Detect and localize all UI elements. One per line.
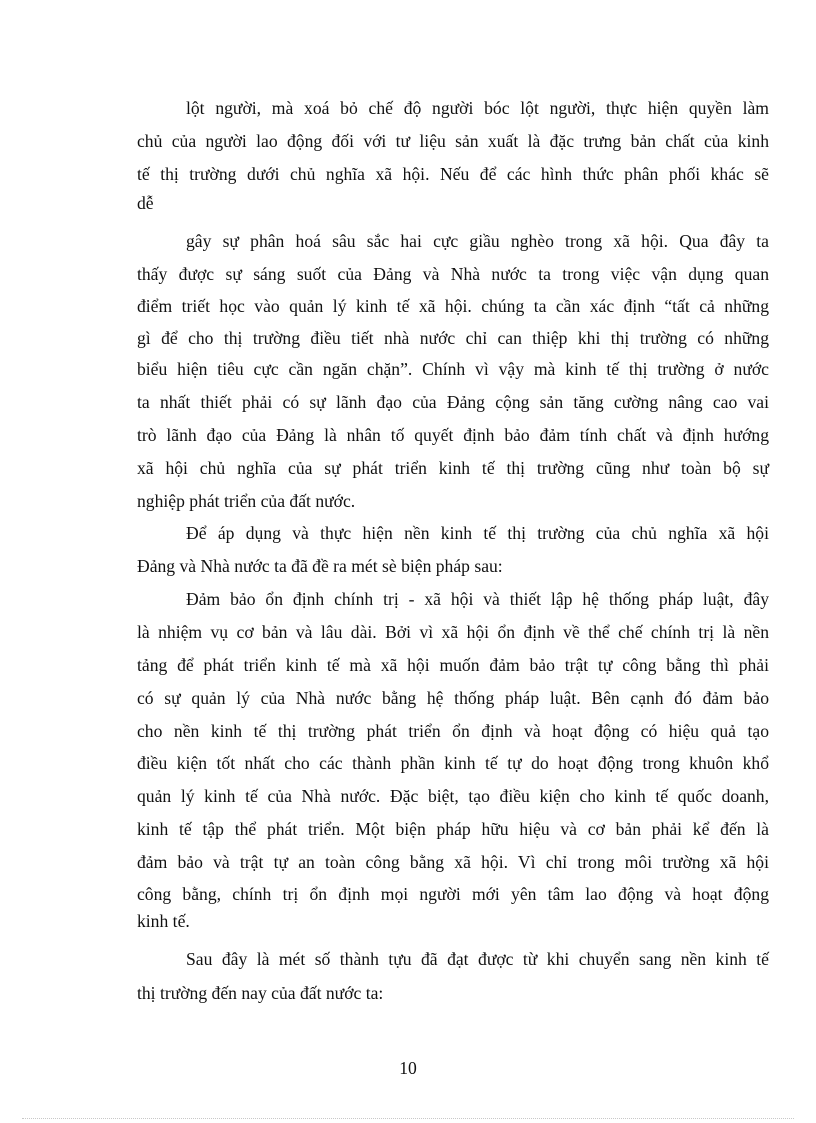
- text-line: công bằng, chính trị ổn định mọi người mới yên tâm lao động và hoạt động: [137, 884, 769, 904]
- text-line: thấy được sự sáng suốt của Đảng và Nhà nước ta trong việc vận dụng quan: [137, 264, 769, 284]
- text-line: là nhiệm vụ cơ bản và lâu dài. Bởi vì xã hội ổn định về thể chế chính trị là nền: [137, 622, 769, 642]
- text-line: cho nền kinh tế thị trường phát triển ổn định và hoạt động có hiệu quả tạo: [137, 721, 769, 741]
- text-line: tảng để phát triển kinh tế mà xã hội muốn đảm bảo trật tự công bằng thì phải: [137, 655, 769, 675]
- text-line: kinh tế tập thể phát triển. Một biện pháp hữu hiệu và cơ bản phải kể đến là: [137, 819, 769, 839]
- text-line: Để áp dụng và thực hiện nền kinh tế thị trường của chủ nghĩa xã hội: [186, 523, 769, 543]
- text-line: biểu hiện tiêu cực cần ngăn chặn”. Chính vì vậy mà kinh tế thị trường ở nước: [137, 359, 769, 379]
- footer-divider: [22, 1118, 794, 1119]
- text-line: gì để cho thị trường điều tiết nhà nước chỉ can thiệp khi thị trường có những: [137, 328, 769, 348]
- text-line: trò lãnh đạo của Đảng là nhân tố quyết định bảo đảm tính chất và định hướng: [137, 425, 769, 445]
- text-line: lột người, mà xoá bỏ chế độ người bóc lột người, thực hiện quyền làm: [186, 98, 769, 118]
- text-line: kinh tế.: [137, 911, 190, 931]
- text-line: nghiệp phát triển của đất nước.: [137, 491, 356, 511]
- text-line: Sau đây là mét số thành tựu đã đạt được từ khi chuyển sang nền kinh tế: [186, 949, 769, 969]
- text-line: chủ của người lao động đối với tư liệu sản xuất là đặc trưng bản chất của kinh: [137, 131, 769, 151]
- text-line: ta nhất thiết phải có sự lãnh đạo của Đảng cộng sản tăng cường nâng cao vai: [137, 392, 769, 412]
- text-line: Đảng và Nhà nước ta đã đề ra mét sè biện pháp sau:: [137, 556, 503, 576]
- page-number: 10: [399, 1058, 417, 1078]
- text-line: có sự quản lý của Nhà nước bằng hệ thống pháp luật. Bên cạnh đó đảm bảo: [137, 688, 769, 708]
- text-line: điều kiện tốt nhất cho các thành phần kinh tế tự do hoạt động trong khuôn khổ: [137, 753, 769, 773]
- text-line: đảm bảo và trật tự an toàn công bằng xã hội. Vì chỉ trong môi trường xã hội: [137, 852, 769, 872]
- text-line: dễ: [137, 193, 154, 213]
- text-line: gây sự phân hoá sâu sắc hai cực giầu nghèo trong xã hội. Qua đây ta: [186, 231, 769, 251]
- text-line: quản lý kinh tế của Nhà nước. Đặc biệt, tạo điều kiện cho kinh tế quốc doanh,: [137, 786, 769, 806]
- text-line: điểm triết học vào quản lý kinh tế xã hội. chúng ta cần xác định “tất cả những: [137, 296, 769, 316]
- text-line: xã hội chủ nghĩa của sự phát triển kinh tế thị trường cũng như toàn bộ sự: [137, 458, 769, 478]
- text-line: thị trường đến nay của đất nước ta:: [137, 983, 384, 1003]
- text-line: tế thị trường dưới chủ nghĩa xã hội. Nếu để các hình thức phân phối khác sẽ: [137, 164, 769, 184]
- text-line: Đảm bảo ổn định chính trị - xã hội và thiết lập hệ thống pháp luật, đây: [186, 589, 769, 609]
